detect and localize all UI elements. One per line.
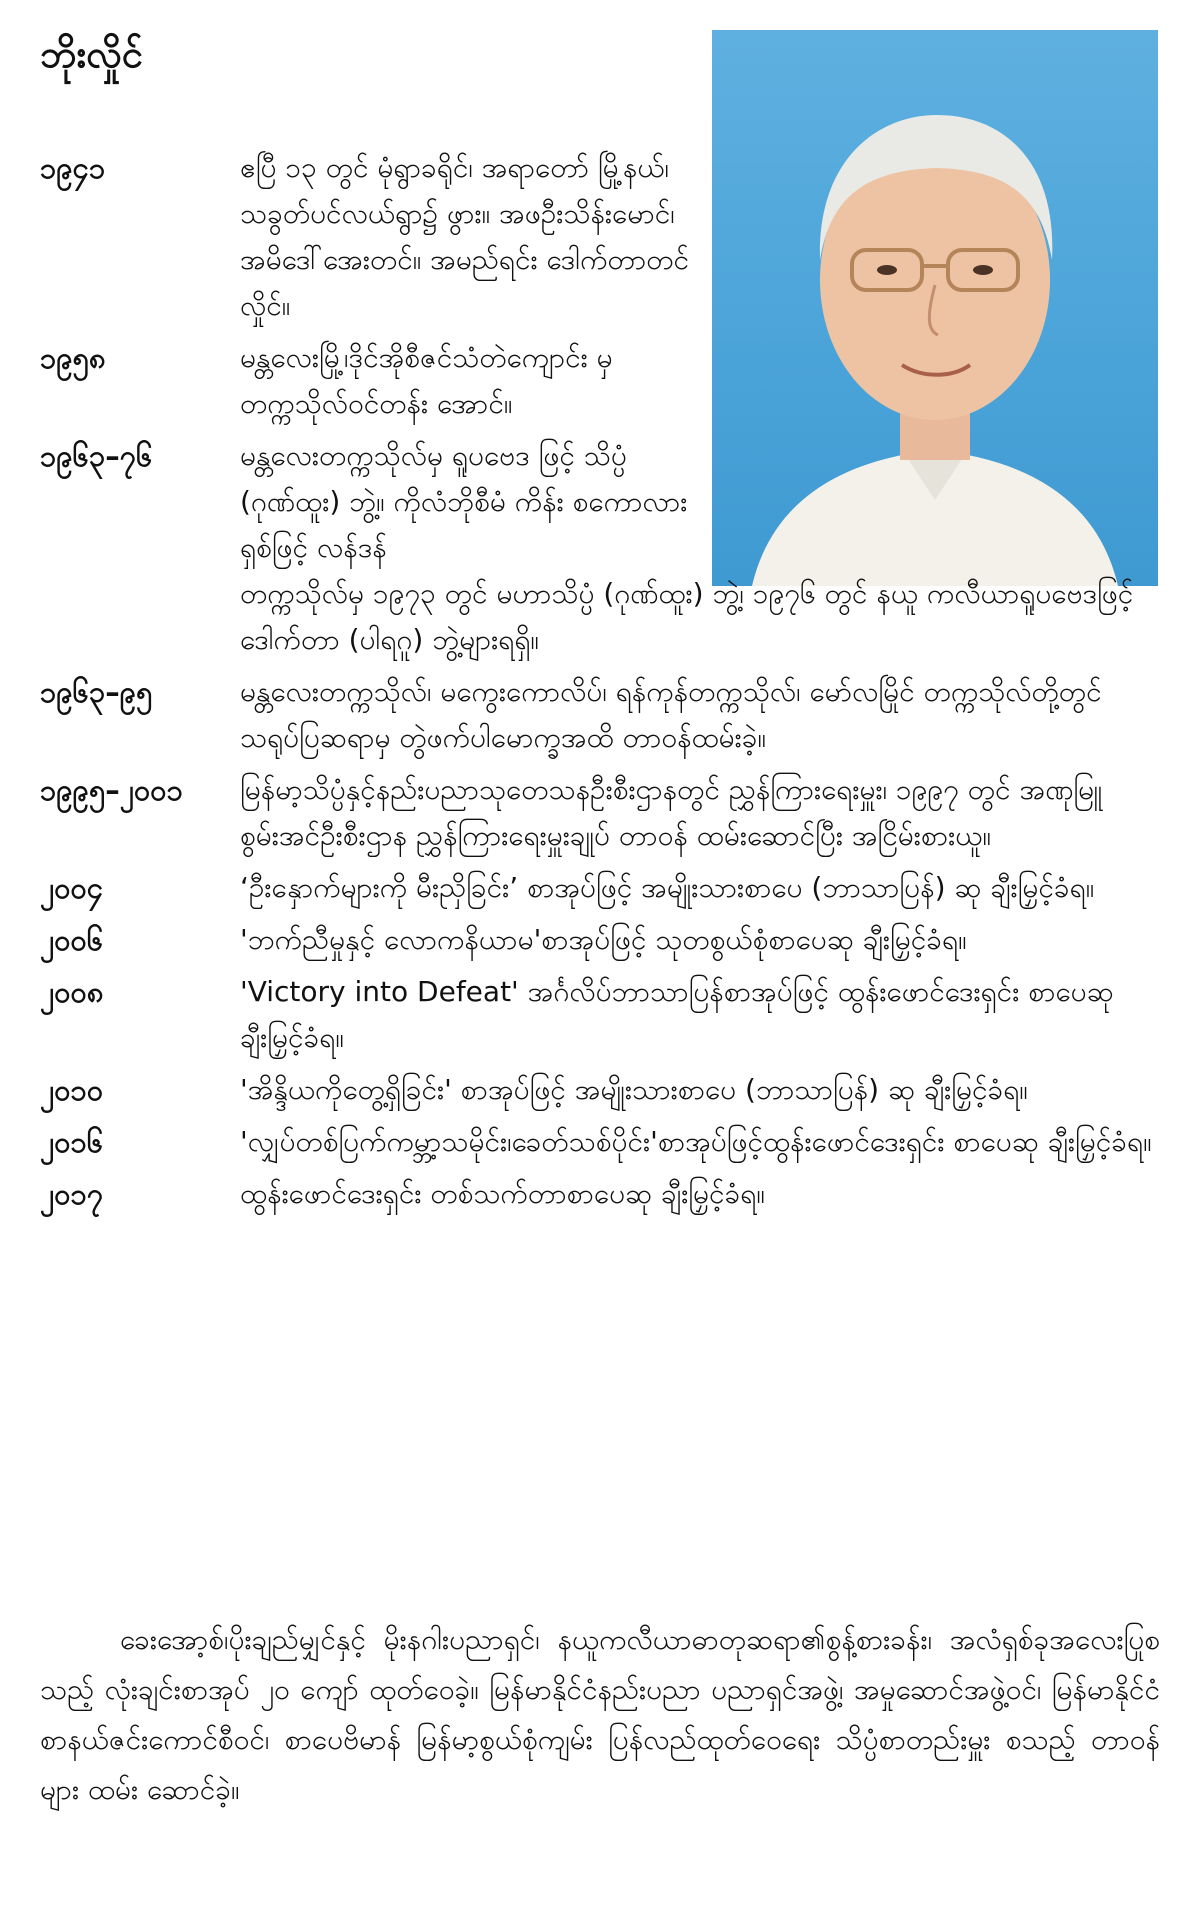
timeline bbox=[40, 145, 1160, 1223]
timeline-entry bbox=[40, 1119, 1160, 1165]
entry-year: ၂၀၀၈ bbox=[40, 975, 104, 1009]
entry-text: 'Victory into Defeat' အင်္ဂလိပ်ဘာသာပြန်စာအုပ်ဖြင့် ထွန်းဖောင်ဒေးရှင်း စာပေဆု ချီးမြှင့်ခံရ။ bbox=[240, 975, 1114, 1054]
entry-year: ၁၉၆၃–၇၆ bbox=[40, 439, 153, 473]
timeline-entry bbox=[40, 1171, 1160, 1217]
timeline-entry bbox=[40, 669, 1160, 761]
timeline-entry bbox=[40, 433, 1160, 663]
entry-text: ဧပြီ ၁၃ တွင် မုံရွာခရိုင်၊ အရာတော် မြို့နယ်၊ သခွတ်ပင်လယ်ရွာ၌ ဖွား။ အဖဦးသိန်းမောင်၊အမိဒေါ်အေးတင်။ အမည်ရင်း ဒေါက်တာတင်လှိုင်။ bbox=[240, 151, 690, 322]
entry-year: ၁၉၆၃–၉၅ bbox=[40, 675, 153, 709]
entry-text: မန္တလေးမြို့၊ဒိုင်အိုစီဇင်သံတဲကျောင်း မှ တက္ကသိုလ်ဝင်တန်း အောင်။ bbox=[240, 341, 613, 420]
timeline-entry bbox=[40, 865, 1160, 911]
entry-text: 'လျှပ်တစ်ပြက်ကမ္ဘာ့သမိုင်း၊ခေတ်သစ်ပိုင်း'စာအုပ်ဖြင့်ထွန်းဖောင်ဒေးရှင်း စာပေဆု ချီးမြှင့်ခံရ။ bbox=[240, 1125, 1152, 1158]
entry-text: မန္တလေးတက္ကသိုလ်မှ ရူပဗေဒ ဖြင့် သိပ္ပံ (ဂုဏ်ထူး) ဘွဲ့။ ကိုလံဘိုစီမံ ကိန်း စကောလားရှစ်ဖြင့် လန်ဒန် bbox=[240, 439, 688, 564]
entry-year: ၁၉၄၁ bbox=[40, 151, 106, 185]
entry-text: 'ဘက်ညီမှုနှင့် လောကနိယာမ'စာအုပ်ဖြင့် သုတစွယ်စုံစာပေဆု ချီးမြှင့်ခံရ။ bbox=[240, 923, 967, 956]
entry-year: ၂၀၁၀ bbox=[40, 1073, 104, 1107]
entry-text: 'အိန္ဒိယကိုတွေ့ရှိခြင်း' စာအုပ်ဖြင့် အမျိုးသားစာပေ (ဘာသာပြန်) ဆု ချီးမြှင့်ခံရ။ bbox=[240, 1073, 1028, 1106]
entry-text: မန္တလေးတက္ကသိုလ်၊ မကွေးကောလိပ်၊ ရန်ကုန်တက္ကသိုလ်၊ မော်လမြိုင် တက္ကသိုလ်တို့တွင် သရုပ်ပြဆရာမှ တွဲဖက်ပါမောက္ခအထိ တာဝန်ထမ်းခဲ့။ bbox=[240, 675, 1102, 754]
timeline-entry bbox=[40, 145, 1160, 329]
entry-text: ထွန်းဖောင်ဒေးရှင်း တစ်သက်တာစာပေဆု ချီးမြှင့်ခံရ။ bbox=[240, 1177, 765, 1210]
timeline-entry bbox=[40, 335, 1160, 427]
timeline-entry bbox=[40, 969, 1160, 1061]
entry-year: ၂၀၁၇ bbox=[40, 1177, 104, 1211]
entry-text: မြန်မာ့သိပ္ပံနှင့်နည်းပညာသုတေသနဦးစီးဌာနတွင် ညွှန်ကြားရေးမှူး၊ ၁၉၉၇ တွင် အဏုမြူစွမ်းအင်ဦးစီးဌာန ညွှန်ကြားရေးမှူးချုပ် တာဝန် ထမ်းဆောင်ပြီး အငြိမ်းစားယူ။ bbox=[240, 773, 1103, 852]
entry-year: ၂၀၁၆ bbox=[40, 1125, 104, 1159]
entry-year: ၂၀၀၄ bbox=[40, 871, 104, 905]
timeline-entry bbox=[40, 1067, 1160, 1113]
entry-text: ‘ဦးနှောက်များကို မီးညှိခြင်း’ စာအုပ်ဖြင့် အမျိုးသားစာပေ (ဘာသာပြန်) ဆု ချီးမြှင့်ခံရ။ bbox=[240, 871, 1095, 904]
timeline-entry bbox=[40, 767, 1160, 859]
entry-year: ၂၀၀၆ bbox=[40, 923, 104, 957]
entry-year: ၁၉၉၅–၂၀၀၁ bbox=[40, 773, 183, 807]
page-title: ဘိုးလှိုင် bbox=[40, 32, 143, 76]
closing-paragraph: ခေးအော့စ်၊ပိုးချည်မျှင်နှင့် မိုးနဂါးပညာရှင်၊ နယူကလီယာဓာတုဆရာ၏စွန့်စားခန်း၊ အလံရှစ်ခုအလေးပြုစသည့် လုံးချင်းစာအုပ် ၂၀ ကျော် ထုတ်ဝေခဲ့။ မြန်မာနိုင်ငံနည်းပညာ ပညာရှင်အဖွဲ့၊ အမှုဆောင်အဖွဲ့ဝင်၊ မြန်မာနိုင်ငံစာနယ်ဇင်းကောင်စီဝင်၊ စာပေဗိမာန် မြန်မာ့စွယ်စုံကျမ်း ပြန်လည်ထုတ်ဝေရေး သိပ္ပံစာတည်းမှူး စသည့် တာဝန်များ ထမ်း ဆောင်ခဲ့။ bbox=[40, 1623, 1160, 1806]
entry-text-continued: တက္ကသိုလ်မှ ၁၉၇၃ တွင် မဟာသိပ္ပံ (ဂုဏ်ထူး) ဘွဲ့၊ ၁၉၇၆ တွင် နယူ ကလီယာရူပဗေဒဖြင့် ဒေါက်တာ (ပါရဂူ) ဘွဲ့များရရှိ။ bbox=[240, 577, 1134, 656]
entry-year: ၁၉၅၈ bbox=[40, 341, 106, 375]
timeline-entry bbox=[40, 917, 1160, 963]
